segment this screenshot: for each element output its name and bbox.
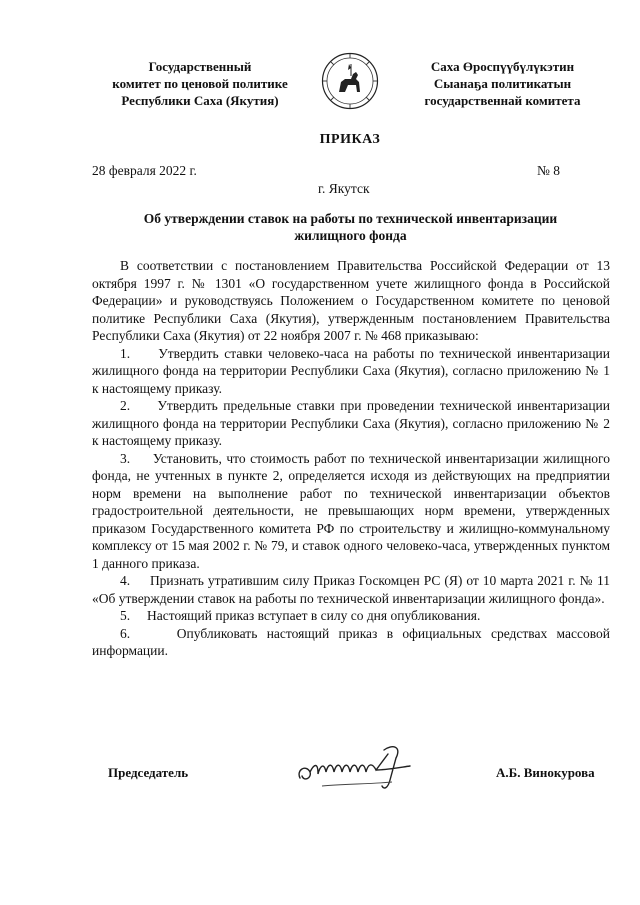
item-text: Утвердить предельные ставки при проведении технической инвентаризации жилищного фонда на территории Республики Саха (Якутия), согласно приложению № 2 к настоящему приказу. [92,398,610,448]
item-text: Настоящий приказ вступает в силу со дня опубликования. [147,608,481,623]
item-text: Установить, что стоимость работ по технической инвентаризации жилищного фонда, не учтенных в пункте 2, определяется исходя из действующих на предприятии норм времени на выполнение работ по технической инвентаризации объектов градостроительной деятельности, не превышающих норм времени, утвержденных приказом Государственного комитета РФ по строительству и жилищно-коммунальному комплексу от 15 мая 2002 г. № 79, и ставок одного человеко-часа, утвержденных пунктом 1 данного приказа. [92,450,611,571]
item-number: 1. [120,345,131,361]
item-number: 6. [120,625,131,641]
header-right-line: государственнай комитета [424,93,581,108]
document-number: № 8 [537,163,561,178]
list-item [92,450,610,573]
list-item [92,607,610,625]
header-left-line: Государственный [148,59,252,74]
item-number: 2. [120,398,131,413]
coat-of-arms-icon [321,52,379,110]
signer-role: Председатель [108,765,189,780]
header-left-line: Республики Саха (Якутия) [121,93,279,108]
signature-icon [292,740,422,800]
preamble: В соответствии с постановлением Правительства Российской Федерации от 13 октября 1997 г. № 1301 «О государственном учете жилищного фонда в Российской Федерации» и руководствуясь Положением о Государственном комитете по ценовой политике Республики Саха (Якутия), утвержденным постановлением Правительства Республики Саха (Якутия) от 22 ноября 2007 г. № 468 приказываю: [92,258,610,343]
document-date: 28 февраля 2022 г. [92,163,197,178]
document-subject: Об утверждении ставок на работы по технической инвентаризации жилищного фонда [143,211,558,243]
document-body [92,257,610,660]
list-item [92,397,610,450]
item-text: Признать утратившим силу Приказ Госкомцен РС (Я) от 10 марта 2021 г. № 11 «Об утверждении ставок на работы по технической инвентаризации жилищного фонда». [92,573,610,606]
item-text: Утвердить ставки человеко-часа на работы по технической инвентаризации жилищного фонда на территории Республики Саха (Якутия), согласно приложению № 1 к настоящему приказу. [92,345,611,396]
item-text: Опубликовать настоящий приказ в официальных средствах массовой информации. [92,625,610,658]
header-right-line: Саха Өроспүүбүлүкэтин [430,59,575,74]
list-item [92,345,610,398]
header-right-org [405,58,600,109]
list-item [92,572,610,607]
list-item [92,625,610,660]
item-number: 5. [120,608,131,623]
header-right-line: Сыанаҕа политикатын [433,76,572,91]
signer-name: А.Б. Винокурова [496,765,595,780]
document-title: ПРИКАЗ [319,132,381,147]
item-number: 4. [120,573,131,588]
document-city: г. Якутск [318,181,370,196]
header-left-org [100,58,300,109]
item-number: 3. [120,450,131,466]
header-left-line: комитет по ценовой политике [112,76,288,91]
